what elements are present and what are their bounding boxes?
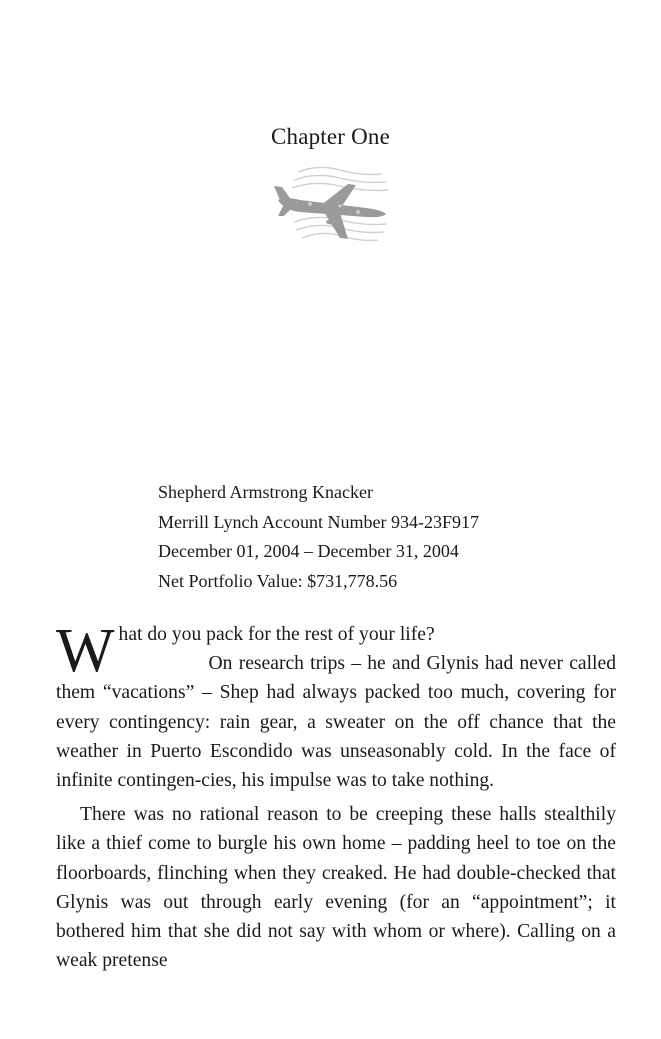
second-paragraph: There was no rational reason to be creeping these halls stealthily like a thief come to burgle his own home – padding heel to toe on the floorboards, flinching when they creaked. He had double-checked that Glynis was out through early evening (for an “appointment”; it bothered him that she did not say with whom or where). Calling on a weak pretense (56, 804, 616, 972)
account-holder-name: Shepherd Armstrong Knacker (158, 482, 373, 502)
chapter-title: Chapter One (270, 124, 391, 149)
first-paragraph-continuation: On research trips – he and Glynis had never called them “vacations” – Shep had always packed too much, covering for every contingency: rain gear, a sweater on the off chance that the weather in Puerto Escondido was unseasonably cold. In the face of infinite contingen-cies, his impulse was to take nothing. (56, 653, 616, 792)
statement-period: December 01, 2004 – December 31, 2004 (158, 541, 459, 561)
account-number: Merrill Lynch Account Number 934-23F917 (158, 511, 479, 532)
first-line-text: hat do you pack for the rest of your life? (118, 624, 435, 645)
drop-cap: W (56, 617, 113, 685)
first-paragraph (56, 617, 616, 795)
chapter-body (56, 617, 616, 975)
net-portfolio-value: Net Portfolio Value: $731,778.56 (158, 570, 398, 591)
airplane-postmark-icon (270, 160, 395, 255)
account-statement-block (158, 478, 479, 596)
